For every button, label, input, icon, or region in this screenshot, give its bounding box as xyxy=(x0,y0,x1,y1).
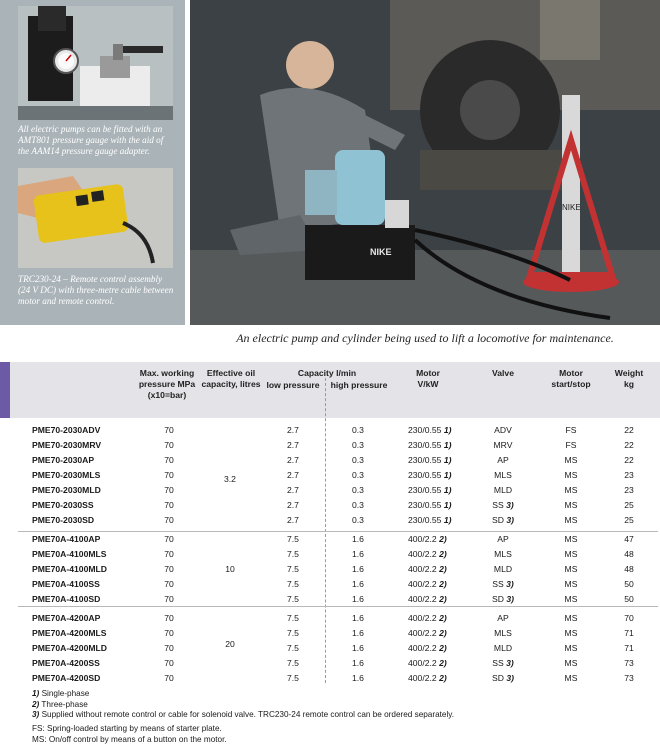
motor-cell: 400/2.2 2) xyxy=(408,579,447,589)
weight-cell: 22 xyxy=(624,440,634,450)
table-row xyxy=(0,671,660,686)
valve-cell: MLD xyxy=(493,643,513,653)
low-pressure-cell: 2.7 xyxy=(287,425,299,435)
pressure-cell: 70 xyxy=(164,485,174,495)
pressure-cell: 70 xyxy=(164,579,174,589)
remote-caption: TRC230-24 – Remote control assembly (24 V DC) with three-metre cable between motor and remote control. xyxy=(18,274,174,306)
high-pressure-cell: 0.3 xyxy=(352,485,364,495)
low-pressure-cell: 7.5 xyxy=(287,628,299,638)
motor-cell: 400/2.2 2) xyxy=(408,673,447,683)
weight-cell: 47 xyxy=(624,534,634,544)
start-stop-cell: MS xyxy=(564,515,578,525)
start-stop-cell: MS xyxy=(564,470,578,480)
motor-cell: 400/2.2 2) xyxy=(408,594,447,604)
valve-cell: SD 3) xyxy=(492,515,514,525)
group-separator xyxy=(18,606,658,607)
start-stop-cell: MS xyxy=(564,564,578,574)
col-header-valve: Valve xyxy=(492,368,514,378)
pressure-cell: 70 xyxy=(164,673,174,683)
valve-cell: AP xyxy=(497,455,509,465)
pressure-cell: 70 xyxy=(164,628,174,638)
col-header-motor: Motor V/kW xyxy=(416,368,440,389)
valve-cell: AP xyxy=(497,534,509,544)
stand-brand-label: NIKE xyxy=(562,203,581,212)
footnote-3: 3) Supplied without remote control or cable for solenoid valve. TRC230-24 remote control can be ordered separately. xyxy=(32,710,455,719)
table-row xyxy=(0,641,660,656)
model-cell: PME70-2030SS xyxy=(32,500,94,510)
start-stop-cell: MS xyxy=(564,534,578,544)
high-pressure-cell: 1.6 xyxy=(352,534,364,544)
pressure-cell: 70 xyxy=(164,658,174,668)
table-row xyxy=(0,468,660,483)
table-row xyxy=(0,592,660,607)
low-pressure-cell: 2.7 xyxy=(287,500,299,510)
motor-cell: 400/2.2 2) xyxy=(408,643,447,653)
pressure-cell: 70 xyxy=(164,515,174,525)
low-pressure-cell: 7.5 xyxy=(287,658,299,668)
model-cell: PME70A-4200AP xyxy=(32,613,101,623)
start-stop-cell: MS xyxy=(564,579,578,589)
valve-cell: MLS xyxy=(494,628,512,638)
col-header-oil: Effective oil capacity, litres xyxy=(201,368,261,389)
col-header-high-pressure: high pressure xyxy=(330,380,388,390)
locomotive-lift-photo xyxy=(190,0,660,325)
table-row xyxy=(0,423,660,438)
table-row xyxy=(0,483,660,498)
weight-cell: 48 xyxy=(624,549,634,559)
model-cell: PME70A-4100SS xyxy=(32,579,100,589)
footnote-1: 1) Single-phase xyxy=(32,689,90,698)
oil-capacity-group-3: 20 xyxy=(225,639,235,649)
weight-cell: 22 xyxy=(624,455,634,465)
weight-cell: 25 xyxy=(624,515,634,525)
col-header-capacity: Capacity l/min xyxy=(297,368,357,378)
high-pressure-cell: 0.3 xyxy=(352,455,364,465)
pressure-cell: 70 xyxy=(164,455,174,465)
pressure-cell: 70 xyxy=(164,500,174,510)
motor-cell: 400/2.2 2) xyxy=(408,628,447,638)
footnote-block xyxy=(32,689,454,721)
high-pressure-cell: 1.6 xyxy=(352,613,364,623)
high-pressure-cell: 0.3 xyxy=(352,500,364,510)
pressure-cell: 70 xyxy=(164,440,174,450)
table-row xyxy=(0,513,660,528)
table-row xyxy=(0,453,660,468)
valve-cell: ADV xyxy=(494,425,512,435)
high-pressure-cell: 1.6 xyxy=(352,643,364,653)
remote-control-photo xyxy=(18,168,173,268)
motor-cell: 230/0.55 1) xyxy=(408,440,452,450)
start-stop-cell: FS xyxy=(565,440,577,450)
high-pressure-cell: 1.6 xyxy=(352,594,364,604)
table-row xyxy=(0,498,660,513)
low-pressure-cell: 2.7 xyxy=(287,485,299,495)
pressure-cell: 70 xyxy=(164,613,174,623)
main-photo-caption: An electric pump and cylinder being used to lift a locomotive for maintenance. xyxy=(236,331,614,345)
motor-cell: 230/0.55 1) xyxy=(408,455,452,465)
low-pressure-cell: 7.5 xyxy=(287,534,299,544)
model-cell: PME70-2030ADV xyxy=(32,425,101,435)
valve-cell: SD 3) xyxy=(492,594,514,604)
pressure-cell: 70 xyxy=(164,643,174,653)
table-row xyxy=(0,656,660,671)
pressure-cell: 70 xyxy=(164,534,174,544)
high-pressure-cell: 0.3 xyxy=(352,515,364,525)
valve-cell: MLD xyxy=(493,485,513,495)
pressure-cell: 70 xyxy=(164,549,174,559)
pump-gauge-illustration xyxy=(18,6,173,120)
left-photo-column xyxy=(0,0,185,325)
motor-cell: 230/0.55 1) xyxy=(408,470,452,480)
col-header-pressure: Max. working pressure MPa (x10=bar) xyxy=(138,368,196,400)
model-cell: PME70-2030MRV xyxy=(32,440,102,450)
col-header-low-pressure: low pressure xyxy=(266,380,320,390)
footnote-2: 2) Three-phase xyxy=(32,699,88,709)
low-pressure-cell: 2.7 xyxy=(287,470,299,480)
motor-cell: 230/0.55 1) xyxy=(408,485,452,495)
weight-cell: 48 xyxy=(624,564,634,574)
start-stop-cell: MS xyxy=(564,549,578,559)
low-pressure-cell: 2.7 xyxy=(287,515,299,525)
high-pressure-cell: 1.6 xyxy=(352,579,364,589)
legend-block xyxy=(32,724,227,745)
weight-cell: 73 xyxy=(624,658,634,668)
valve-cell: MLS xyxy=(494,470,512,480)
valve-cell: AP xyxy=(497,613,509,623)
high-pressure-cell: 0.3 xyxy=(352,425,364,435)
motor-cell: 230/0.55 1) xyxy=(408,515,452,525)
weight-cell: 50 xyxy=(624,594,634,604)
motor-cell: 400/2.2 2) xyxy=(408,549,447,559)
motor-cell: 400/2.2 2) xyxy=(408,534,447,544)
weight-cell: 25 xyxy=(624,500,634,510)
col-header-weight: Weight kg xyxy=(614,368,644,389)
low-pressure-cell: 7.5 xyxy=(287,579,299,589)
high-pressure-cell: 1.6 xyxy=(352,564,364,574)
pump-brand-label: NIKE xyxy=(370,247,392,257)
model-cell: PME70A-4200MLS xyxy=(32,628,107,638)
motor-cell: 400/2.2 2) xyxy=(408,658,447,668)
model-cell: PME70A-4100SD xyxy=(32,594,101,604)
model-cell: PME70-2030SD xyxy=(32,515,95,525)
high-pressure-cell: 1.6 xyxy=(352,673,364,683)
oil-capacity-group-1: 3.2 xyxy=(224,474,236,484)
model-cell: PME70A-4200MLD xyxy=(32,643,107,653)
start-stop-cell: MS xyxy=(564,455,578,465)
high-pressure-cell: 0.3 xyxy=(352,470,364,480)
model-cell: PME70-2030AP xyxy=(32,455,95,465)
high-pressure-cell: 1.6 xyxy=(352,628,364,638)
oil-capacity-group-2: 10 xyxy=(225,564,235,574)
start-stop-cell: MS xyxy=(564,485,578,495)
weight-cell: 23 xyxy=(624,485,634,495)
pump-gauge-photo xyxy=(18,6,173,120)
model-cell: PME70A-4100MLS xyxy=(32,549,107,559)
start-stop-cell: MS xyxy=(564,643,578,653)
header-accent-bar xyxy=(0,362,10,418)
weight-cell: 71 xyxy=(624,628,634,638)
table-row xyxy=(0,626,660,641)
start-stop-cell: MS xyxy=(564,613,578,623)
gauge-caption: All electric pumps can be fitted with an AMT801 pressure gauge with the aid of the AAM14 pressure gauge adapter. xyxy=(18,124,164,156)
start-stop-cell: MS xyxy=(564,673,578,683)
high-pressure-cell: 1.6 xyxy=(352,549,364,559)
weight-cell: 23 xyxy=(624,470,634,480)
valve-cell: SS 3) xyxy=(492,579,514,589)
legend-ms: MS: On/off control by means of a button on the motor. xyxy=(32,734,227,744)
low-pressure-cell: 7.5 xyxy=(287,643,299,653)
motor-cell: 400/2.2 2) xyxy=(408,613,447,623)
start-stop-cell: MS xyxy=(564,628,578,638)
high-pressure-cell: 0.3 xyxy=(352,440,364,450)
table-row xyxy=(0,532,660,547)
locomotive-lift-illustration xyxy=(190,0,660,325)
low-pressure-cell: 7.5 xyxy=(287,613,299,623)
low-pressure-cell: 2.7 xyxy=(287,455,299,465)
pressure-cell: 70 xyxy=(164,470,174,480)
pressure-cell: 70 xyxy=(164,594,174,604)
group-separator xyxy=(18,531,658,532)
table-row xyxy=(0,611,660,626)
start-stop-cell: MS xyxy=(564,594,578,604)
valve-cell: MLD xyxy=(493,564,513,574)
table-row xyxy=(0,562,660,577)
model-cell: PME70-2030MLD xyxy=(32,485,101,495)
pressure-cell: 70 xyxy=(164,564,174,574)
high-pressure-cell: 1.6 xyxy=(352,658,364,668)
table-row xyxy=(0,547,660,562)
model-cell: PME70-2030MLS xyxy=(32,470,101,480)
valve-cell: SD 3) xyxy=(492,673,514,683)
valve-cell: MLS xyxy=(494,549,512,559)
valve-cell: SS 3) xyxy=(492,658,514,668)
weight-cell: 70 xyxy=(624,613,634,623)
start-stop-cell: FS xyxy=(565,425,577,435)
motor-cell: 230/0.55 1) xyxy=(408,425,452,435)
valve-cell: MRV xyxy=(493,440,513,450)
low-pressure-cell: 7.5 xyxy=(287,564,299,574)
low-pressure-cell: 7.5 xyxy=(287,549,299,559)
model-cell: PME70A-4100AP xyxy=(32,534,101,544)
start-stop-cell: MS xyxy=(564,500,578,510)
weight-cell: 50 xyxy=(624,579,634,589)
motor-cell: 230/0.55 1) xyxy=(408,500,452,510)
weight-cell: 22 xyxy=(624,425,634,435)
remote-control-illustration xyxy=(18,168,173,268)
table-row xyxy=(0,438,660,453)
table-row xyxy=(0,577,660,592)
valve-cell: SS 3) xyxy=(492,500,514,510)
pressure-cell: 70 xyxy=(164,425,174,435)
legend-fs: FS: Spring-loaded starting by means of starter plate. xyxy=(32,724,222,733)
weight-cell: 73 xyxy=(624,673,634,683)
low-pressure-cell: 7.5 xyxy=(287,673,299,683)
motor-cell: 400/2.2 2) xyxy=(408,564,447,574)
model-cell: PME70A-4200SD xyxy=(32,673,101,683)
model-cell: PME70A-4200SS xyxy=(32,658,100,668)
start-stop-cell: MS xyxy=(564,658,578,668)
low-pressure-cell: 2.7 xyxy=(287,440,299,450)
model-cell: PME70A-4100MLD xyxy=(32,564,107,574)
table-header xyxy=(0,362,660,418)
weight-cell: 71 xyxy=(624,643,634,653)
col-header-start-stop: Motor start/stop xyxy=(551,368,591,389)
low-pressure-cell: 7.5 xyxy=(287,594,299,604)
